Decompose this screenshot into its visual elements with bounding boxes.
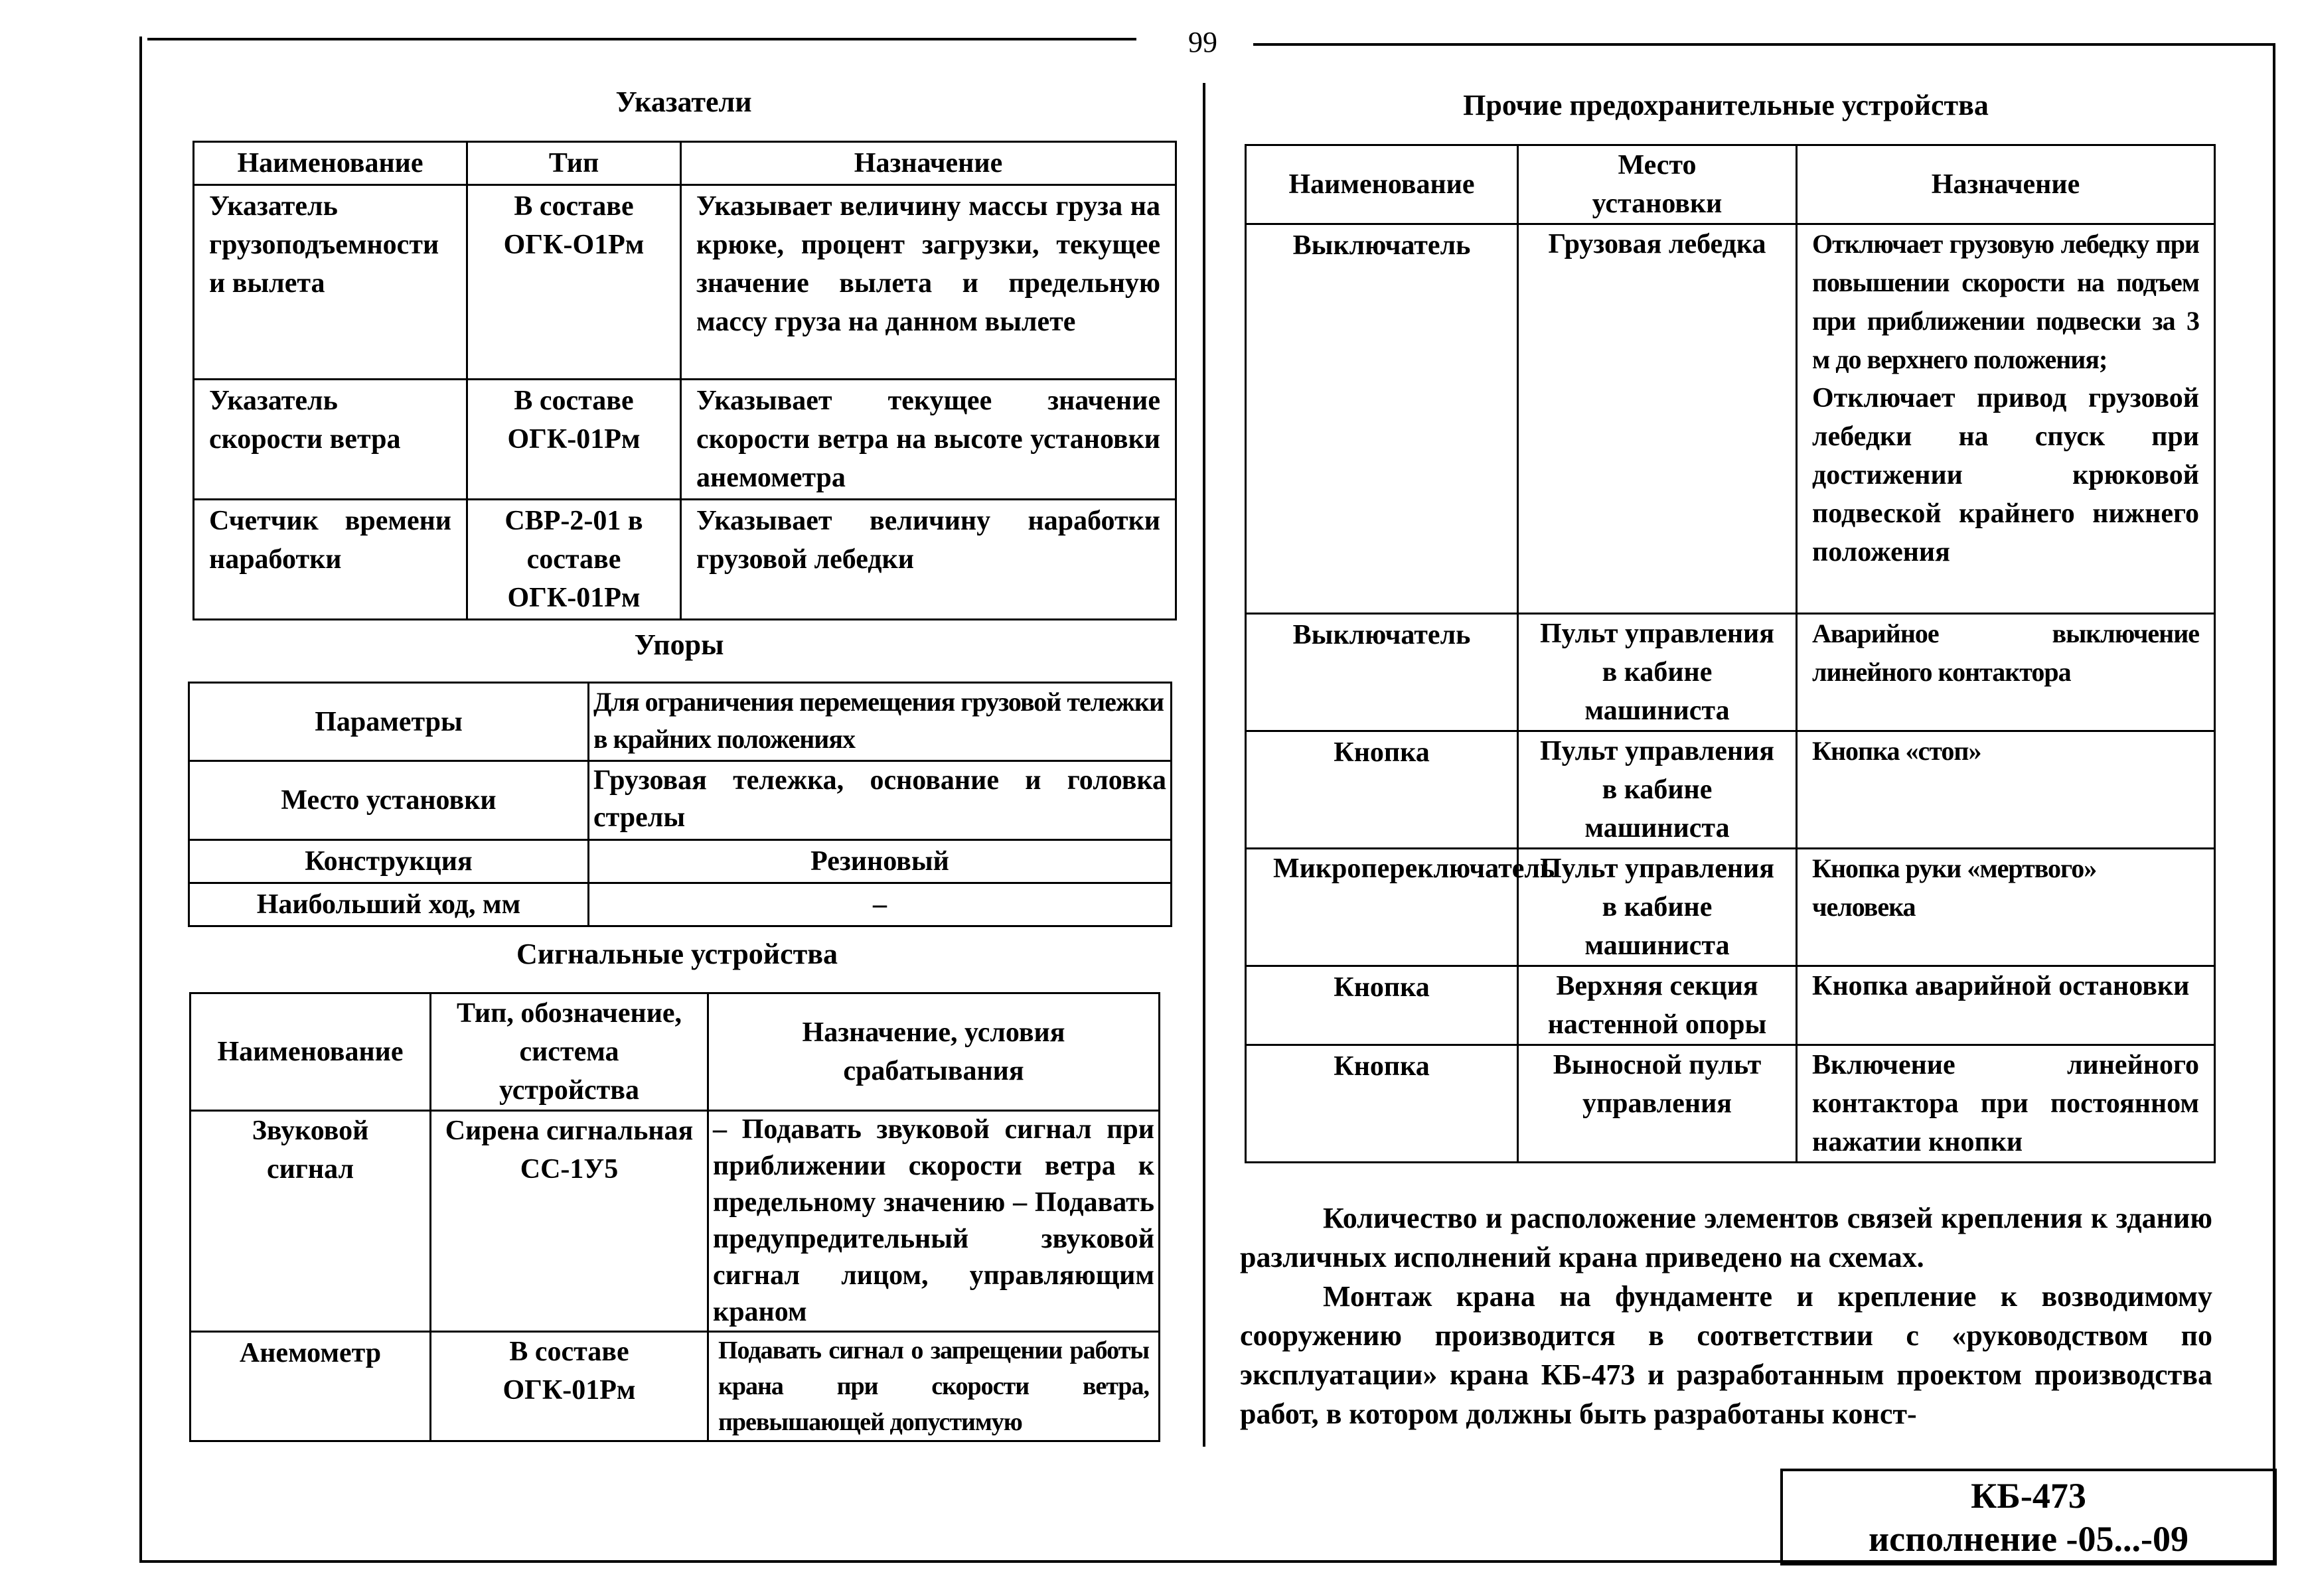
safety-title: Прочие предохранительные устройства: [1463, 89, 1989, 121]
table-row: [1246, 849, 2215, 966]
device-purpose-cell: [1797, 224, 2215, 614]
frame-right: [2273, 43, 2275, 1563]
stops-stroke-value: –: [589, 883, 1172, 926]
indicator-type: СВР-2-01 в составе ОГК-01Рм: [467, 500, 681, 620]
device-purpose-1: Отключает грузовую лебедку при повышении скорости на подъем при приближении подвески за 3 м до верхнего положения;: [1812, 229, 2199, 374]
table-row: [1246, 224, 2215, 614]
device-place: Выносной пульт управления: [1518, 1045, 1797, 1163]
device-name: Кнопка: [1246, 1045, 1518, 1163]
header-purpose: Назначение: [1797, 145, 2215, 224]
device-purpose-2: Отключает привод грузовой лебедки на спуск при достижении крюковой подвеской крайнего нижнего положения: [1812, 383, 2199, 567]
frame-left: [139, 36, 142, 1563]
signal-name: Звуковой сигнал: [191, 1111, 431, 1332]
table-row: [194, 380, 1176, 500]
device-name: Микропереключатель: [1246, 849, 1518, 966]
table-row: [194, 500, 1176, 620]
indicator-purpose: Указывает величину массы груза на крюке, процент загрузки, текущее значение вылета и предельную массу груза на данном вылете: [681, 185, 1176, 380]
stops-table: [188, 682, 1172, 927]
device-purpose: Кнопка аварийной остановки: [1797, 966, 2215, 1045]
table-row: [189, 683, 1172, 761]
stamp-version: исполнение -05...-09: [1868, 1519, 2189, 1559]
body-text: [1240, 1198, 2212, 1433]
device-place: Пульт управления в кабине машиниста: [1518, 614, 1797, 731]
header-name: Наименование: [191, 993, 431, 1111]
header-place: Место установки: [1518, 145, 1797, 224]
signals-table: [189, 992, 1160, 1442]
header-purpose: Назначение, условия срабатывания: [708, 993, 1160, 1111]
frame-top-left: [147, 38, 1136, 40]
stops-title: Упоры: [634, 628, 724, 661]
device-purpose: Включение линейного контактора при постоянном нажатии кнопки: [1797, 1045, 2215, 1163]
indicator-name: Указатель грузоподъемности и вылета: [194, 185, 467, 380]
signals-title: Сигнальные устройства: [516, 938, 838, 970]
device-purpose: Аварийное выключение линейного контактора: [1797, 614, 2215, 731]
table-row: [191, 1332, 1160, 1441]
device-name: Выключатель: [1246, 614, 1518, 731]
indicator-purpose: Указывает текущее значение скорости ветра на высоте установки анемометра: [681, 380, 1176, 500]
device-place: Грузовая лебедка: [1518, 224, 1797, 614]
stamp-model: КБ-473: [1971, 1476, 2086, 1516]
header-name: Наименование: [194, 142, 467, 185]
device-purpose: Кнопка руки «мертвого» человека: [1797, 849, 2215, 966]
device-place: Верхняя секция настенной опоры: [1518, 966, 1797, 1045]
signal-purpose: – Подавать звуковой сигнал при приближении скорости ветра к предельному значению – Подавать предупредительный звуковой сигнал лицом, управляющим краном: [708, 1111, 1160, 1332]
indicators-header-row: [194, 142, 1176, 185]
safety-table: [1245, 144, 2216, 1163]
signal-type: Сирена сигнальная СС-1У5: [431, 1111, 708, 1332]
stops-place-value: Грузовая тележка, основание и головка стрелы: [589, 761, 1172, 840]
indicators-title: Указатели: [615, 86, 752, 118]
device-place: Пульт управления в кабине машиниста: [1518, 731, 1797, 849]
header-type: Тип: [467, 142, 681, 185]
frame-top-right: [1253, 43, 2275, 46]
page-number: 99: [1188, 26, 1217, 58]
header-name: Наименование: [1246, 145, 1518, 224]
stops-param-label: Параметры: [189, 683, 589, 761]
signals-header-row: [191, 993, 1160, 1111]
table-row: [194, 185, 1176, 380]
device-purpose: Кнопка «стоп»: [1797, 731, 2215, 849]
stops-place-label: Место установки: [189, 761, 589, 840]
signal-purpose: Подавать сигнал о запрещении работы крана при скорости ветра, превышающей допустимую: [708, 1332, 1160, 1441]
header-purpose: Назначение: [681, 142, 1176, 185]
device-name: Кнопка: [1246, 966, 1518, 1045]
table-row: [189, 840, 1172, 883]
paragraph: Количество и расположение элементов связей крепления к зданию различных исполнений крана приведено на схемах.: [1240, 1202, 2212, 1273]
table-row: [1246, 1045, 2215, 1163]
table-row: [191, 1111, 1160, 1332]
indicator-type: В составе ОГК-01Рм: [467, 380, 681, 500]
paragraph: Монтаж крана на фундаменте и крепление к возводимому сооружению производится в соответствии с «руководством по эксплуатации» крана КБ-473 и разработанным проектом производства работ, в котором должны быть разработаны конст-: [1240, 1280, 2212, 1430]
indicator-purpose: Указывает величину наработки грузовой лебедки: [681, 500, 1176, 620]
indicator-type: В составе ОГК-О1Рм: [467, 185, 681, 380]
table-row: [1246, 731, 2215, 849]
signal-name: Анемометр: [191, 1332, 431, 1441]
signal-type: В составе ОГК-01Рм: [431, 1332, 708, 1441]
table-row: [189, 883, 1172, 926]
stops-construction-value: Резиновый: [589, 840, 1172, 883]
indicators-table: [192, 141, 1177, 620]
table-row: [1246, 614, 2215, 731]
device-name: Кнопка: [1246, 731, 1518, 849]
stops-param-value: Для ограничения перемещения грузовой тележки в крайних положениях: [589, 683, 1172, 761]
header-type: Тип, обозначение, система устройства: [431, 993, 708, 1111]
stops-construction-label: Конструкция: [189, 840, 589, 883]
indicator-name: Указатель скорости ветра: [194, 380, 467, 500]
indicator-name: Счетчик времени наработки: [194, 500, 467, 620]
safety-header-row: [1246, 145, 2215, 224]
column-divider: [1203, 83, 1205, 1447]
device-name: Выключатель: [1246, 224, 1518, 614]
device-place: Пульт управления в кабине машиниста: [1518, 849, 1797, 966]
table-row: [189, 761, 1172, 840]
stops-stroke-label: Наибольший ход, мм: [189, 883, 589, 926]
title-stamp: [1780, 1469, 2277, 1565]
table-row: [1246, 966, 2215, 1045]
